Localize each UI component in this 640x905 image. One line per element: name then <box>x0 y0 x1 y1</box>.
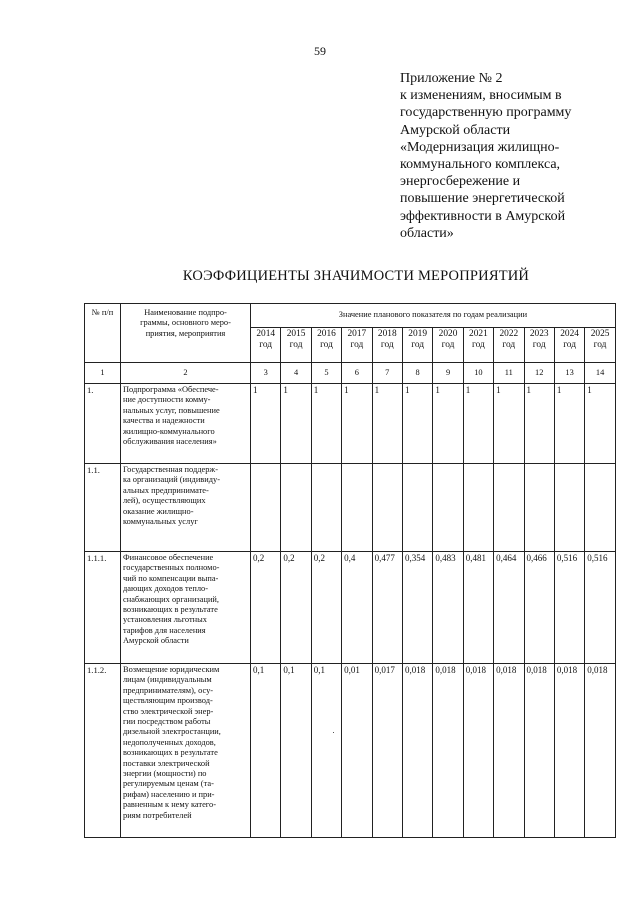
column-number: 8 <box>402 363 432 384</box>
value-cell <box>433 464 463 552</box>
header-name <box>121 304 251 363</box>
row-name-line: тарифов для населения <box>123 625 206 635</box>
value-cell <box>281 464 311 552</box>
value-cell: 1 <box>494 384 524 464</box>
value-cell: 0,1 <box>311 664 341 838</box>
year-word: год <box>320 340 333 350</box>
row-name-line: оказание жилищно- <box>123 506 194 516</box>
row-name-line: регулируемым ценам (та- <box>123 779 214 789</box>
year-header <box>342 328 372 363</box>
appendix-line: к изменениям, вносимым в <box>400 88 562 104</box>
row-name-line: жилищно-коммунального <box>123 426 215 436</box>
appendix-line: повышение энергетической <box>400 191 565 207</box>
value-cell: 1 <box>402 384 432 464</box>
year-word: год <box>289 340 303 350</box>
column-number: 10 <box>463 363 493 384</box>
value-cell: 0,477 <box>372 552 402 664</box>
row-name-line: поставки электрической <box>123 758 210 768</box>
page-number: 59 <box>314 44 326 58</box>
year-label: 2016 <box>317 329 336 339</box>
year-word: год <box>441 340 455 350</box>
value-cell <box>494 464 524 552</box>
row-name-line: Финансовое обеспечение <box>123 553 214 562</box>
row-name <box>121 384 251 464</box>
row-name-line: равненным к нему катего- <box>123 800 217 810</box>
column-number: 6 <box>342 363 372 384</box>
row-name-line: Амурской области <box>123 636 189 646</box>
row-name-line: обслуживания населения» <box>123 437 217 447</box>
value-cell <box>372 464 402 552</box>
table-row <box>85 664 616 838</box>
column-number: 14 <box>585 363 616 384</box>
value-cell: 1 <box>372 384 402 464</box>
row-name-line: гии посредством работы <box>123 717 211 727</box>
appendix-block <box>400 70 625 242</box>
year-word: год <box>502 340 516 350</box>
header-num: № п/п <box>85 304 121 363</box>
value-cell: 0,1 <box>251 664 281 838</box>
value-cell: 1 <box>554 384 584 464</box>
table-row <box>85 464 616 552</box>
row-name-line: установления льготных <box>123 615 207 625</box>
year-word: год <box>563 340 576 350</box>
value-cell: 0,516 <box>554 552 584 664</box>
row-name-line: ние доступности комму- <box>123 395 211 405</box>
year-label: 2020 <box>438 329 458 339</box>
appendix-line: Амурской области <box>400 122 511 138</box>
value-cell: 0,354 <box>402 552 432 664</box>
document-title: КОЭФФИЦИЕНТЫ ЗНАЧИМОСТИ МЕРОПРИЯТИЙ <box>182 268 530 284</box>
scan-speck <box>333 732 334 733</box>
value-cell: 0,018 <box>433 664 463 838</box>
year-word: год <box>472 340 485 350</box>
appendix-line: области» <box>400 225 454 241</box>
header-name-line: граммы, основного меро- <box>140 318 231 328</box>
year-header <box>311 328 341 363</box>
year-header <box>372 328 402 363</box>
value-cell: 0,018 <box>554 664 584 838</box>
header-name-line: Наименование подпро- <box>144 308 227 317</box>
value-cell: 0,018 <box>402 664 432 838</box>
row-name-line: коммунальных услуг <box>123 517 198 527</box>
year-header <box>281 328 311 363</box>
value-cell: 0,2 <box>311 552 341 664</box>
value-cell <box>463 464 493 552</box>
value-cell: 0,464 <box>494 552 524 664</box>
value-cell: 1 <box>251 384 281 464</box>
row-name-line: возникающих в результате <box>123 748 218 758</box>
row-name <box>121 552 251 664</box>
year-label: 2014 <box>256 329 276 339</box>
column-number: 11 <box>494 363 524 384</box>
value-cell: 0,01 <box>342 664 372 838</box>
row-name-line: Подпрограмма «Обеспече- <box>123 385 219 394</box>
row-name-line: качества и надежности <box>123 416 205 426</box>
row-name-line: лей), осуществляющих <box>123 496 206 506</box>
column-number: 2 <box>121 363 251 384</box>
year-label: 2024 <box>560 329 579 339</box>
value-cell <box>311 464 341 552</box>
column-number: 3 <box>251 363 281 384</box>
value-cell: 0,018 <box>494 664 524 838</box>
row-name-line: ство электрической энер- <box>123 706 214 716</box>
year-header <box>433 328 463 363</box>
table-header <box>85 304 616 363</box>
row-name-line: ка организаций (индивиду- <box>123 475 220 485</box>
year-label: 2017 <box>347 329 367 339</box>
year-label: 2021 <box>469 329 488 339</box>
row-name-line: чий по компенсации выпа- <box>123 573 219 583</box>
row-name-line: альных предпринимате- <box>123 485 209 495</box>
appendix-line: государственную программу <box>400 105 572 121</box>
value-cell: 0,018 <box>524 664 554 838</box>
value-cell: 0,2 <box>251 552 281 664</box>
year-word: год <box>411 340 425 350</box>
column-number: 9 <box>433 363 463 384</box>
value-cell: 1 <box>281 384 311 464</box>
year-header <box>554 328 584 363</box>
row-name-line: государственных полномо- <box>123 563 220 573</box>
row-name-line: нальных услуг, повышение <box>123 405 220 415</box>
value-cell: 0,2 <box>281 552 311 664</box>
value-cell: 0,483 <box>433 552 463 664</box>
appendix-line: Приложение № 2 <box>400 71 503 86</box>
value-cell: 1 <box>342 384 372 464</box>
column-number: 1 <box>85 363 121 384</box>
value-cell: 0,481 <box>463 552 493 664</box>
column-number: 12 <box>524 363 554 384</box>
value-cell: 0,466 <box>524 552 554 664</box>
year-label: 2015 <box>286 329 306 339</box>
table-row <box>85 384 616 464</box>
header-name-line: приятия, мероприятия <box>145 328 226 338</box>
year-header <box>524 328 554 363</box>
appendix-line: «Модернизация жилищно- <box>400 139 560 155</box>
row-name-line: рифам) населению и при- <box>123 789 215 799</box>
value-cell <box>251 464 281 552</box>
coefficients-table <box>84 303 616 838</box>
row-name-line: риям потребителей <box>123 810 192 820</box>
row-code: 1.1. <box>85 464 121 552</box>
row-code: 1.1.2. <box>85 664 121 838</box>
row-name-line: дающих доходов тепло- <box>123 584 209 594</box>
row-name-line: ществляющим производ- <box>123 696 213 706</box>
value-cell: 0,018 <box>585 664 616 838</box>
year-label: 2019 <box>408 329 428 339</box>
column-number: 7 <box>372 363 402 384</box>
appendix-line: коммунального комплекса, <box>400 157 561 173</box>
appendix-line: эффективности в Амурской <box>400 208 566 224</box>
row-code: 1.1.1. <box>85 552 121 664</box>
row-name-line: дизельной электростанции, <box>123 727 221 737</box>
table-body <box>85 363 616 838</box>
row-name-line: Возмещение юридическим <box>123 665 220 674</box>
column-number-row <box>85 363 616 384</box>
year-label: 2018 <box>377 329 397 339</box>
value-cell <box>585 464 616 552</box>
value-cell: 0,018 <box>463 664 493 838</box>
year-header <box>402 328 432 363</box>
year-label: 2022 <box>499 329 519 339</box>
year-word: год <box>259 340 273 350</box>
value-cell: 1 <box>524 384 554 464</box>
row-name-line: снабжающих организаций, <box>123 594 219 604</box>
year-header <box>251 328 281 363</box>
value-cell <box>554 464 584 552</box>
column-number: 5 <box>311 363 341 384</box>
value-cell: 1 <box>433 384 463 464</box>
year-header <box>585 328 616 363</box>
value-cell: 1 <box>585 384 616 464</box>
header-group: Значение планового показателя по годам реализации <box>251 304 616 328</box>
year-word: год <box>380 340 394 350</box>
row-name-line: недополученных доходов, <box>123 737 216 747</box>
value-cell <box>524 464 554 552</box>
year-word: год <box>532 340 546 350</box>
year-header <box>494 328 524 363</box>
column-number: 13 <box>554 363 584 384</box>
value-cell <box>402 464 432 552</box>
value-cell: 0,4 <box>342 552 372 664</box>
row-name-line: энергии (мощности) по <box>123 769 207 779</box>
year-word: год <box>350 340 364 350</box>
row-code: 1. <box>85 384 121 464</box>
year-word: год <box>593 340 607 350</box>
value-cell <box>342 464 372 552</box>
row-name-line: лицам (индивидуальным <box>123 675 212 685</box>
row-name <box>121 464 251 552</box>
table-row <box>85 552 616 664</box>
row-name <box>121 664 251 838</box>
value-cell: 1 <box>311 384 341 464</box>
value-cell: 0,516 <box>585 552 616 664</box>
value-cell: 0,1 <box>281 664 311 838</box>
year-label: 2023 <box>529 329 549 339</box>
row-name-line: Государственная поддерж- <box>123 465 218 474</box>
appendix-line: энергосбережение и <box>400 174 521 190</box>
column-number: 4 <box>281 363 311 384</box>
row-name-line: возникающих в результате <box>123 605 218 615</box>
value-cell: 0,017 <box>372 664 402 838</box>
value-cell: 1 <box>463 384 493 464</box>
row-name-line: предпринимателям), осу- <box>123 685 214 695</box>
year-header <box>463 328 493 363</box>
year-label: 2025 <box>590 329 610 339</box>
